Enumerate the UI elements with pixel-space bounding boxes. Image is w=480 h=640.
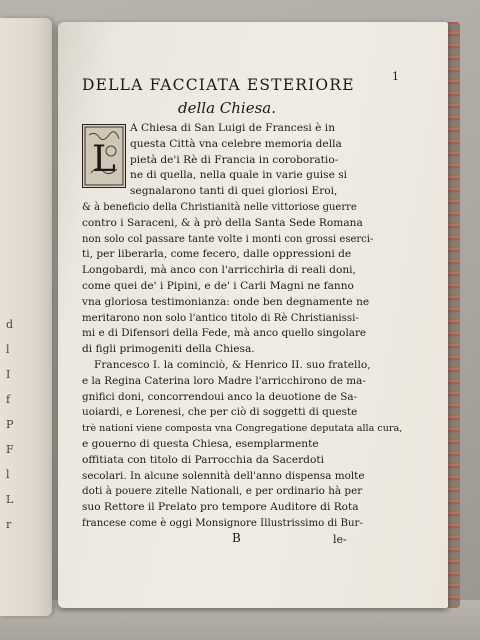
left-mark: r — [6, 518, 12, 531]
chapter-subtitle: della Chiesa. — [178, 99, 277, 117]
left-mark: l — [6, 468, 10, 481]
initial-letter: L — [92, 139, 116, 180]
left-mark: d — [6, 318, 14, 331]
text-line: doti à pouere zitelle Nationali, e per ordinario hà per — [82, 485, 363, 498]
text-line: ti, per liberarla, come fecero, dalle oppressioni de — [82, 248, 352, 261]
left-mark: F — [6, 443, 14, 456]
left-mark: f — [6, 393, 11, 406]
text-line: vna gloriosa testimonianza: onde ben degnamente ne — [82, 295, 370, 308]
text-line: non solo col passare tante volte i monti con grossi eserci- — [82, 233, 374, 245]
text-line: suo Rettore il Prelato pro tempore Auditore di Rota — [82, 501, 359, 514]
text-line: questa Città vna celebre memoria della — [130, 137, 342, 150]
signature-mark: B — [232, 531, 241, 545]
page-number: 1 — [392, 70, 399, 83]
text-line: meritarono non solo l'antico titolo di Rè Christianissi- — [82, 312, 359, 324]
catchword: le- — [333, 533, 347, 546]
text-line: francese come è oggi Monsignore Illustrissimo di Bur- — [82, 517, 363, 529]
body-text — [82, 121, 403, 532]
text-line: gnifici doni, concorrendoui anco la deuotione de Sa- — [82, 390, 358, 403]
text-line: segnalarono tanti di quei gloriosi Eroi, — [130, 185, 338, 198]
text-line: come quei de' i Pipini, e de' i Carli Magni ne fanno — [82, 279, 354, 292]
text-line: uoiardi, e Lorenesi, che per ciò di soggetti di queste — [82, 406, 358, 419]
text-line: Longobardi, mà anco con l'arricchirla di reali doni, — [82, 264, 356, 277]
left-mark: L — [6, 493, 14, 506]
chapter-title: DELLA FACCIATA ESTERIORE — [82, 76, 355, 94]
text-line: & à beneficio della Christianità nelle vittoriose guerre — [82, 201, 357, 213]
text-line: e la Regina Caterina loro Madre l'arricchirono de ma- — [82, 374, 366, 387]
text-line: pietà de'i Rè di Francia in coroboratio- — [130, 153, 339, 166]
text-line: A Chiesa di San Luigi de Francesi è in — [130, 122, 336, 134]
text-line: secolari. In alcune solennità dell'anno dispensa molte — [82, 469, 365, 482]
text-line: Francesco I. la cominciò, & Henrico II. suo fratello, — [94, 358, 371, 371]
text-line: mi e di Difensori della Fede, mà anco quello singolare — [82, 327, 367, 340]
left-page-marks — [6, 18, 46, 616]
text-line: contro i Saraceni, & à prò della Santa Sede Romana — [82, 216, 363, 229]
left-mark: l — [6, 343, 10, 356]
text-line: di figli primogeniti della Chiesa. — [82, 343, 255, 356]
left-page-edge — [0, 18, 52, 616]
left-mark: P — [6, 418, 14, 431]
text-line: trè nationi viene composta vna Congregatione deputata alla cura, — [82, 423, 403, 435]
text-line: offitiata con titolo di Parrocchia da Sacerdoti — [82, 453, 324, 466]
left-mark: I — [6, 368, 11, 381]
text-line: ne di quella, nella quale in varie guise si — [130, 169, 348, 182]
text-line: e gouerno di questa Chiesa, esemplarmente — [82, 437, 319, 450]
